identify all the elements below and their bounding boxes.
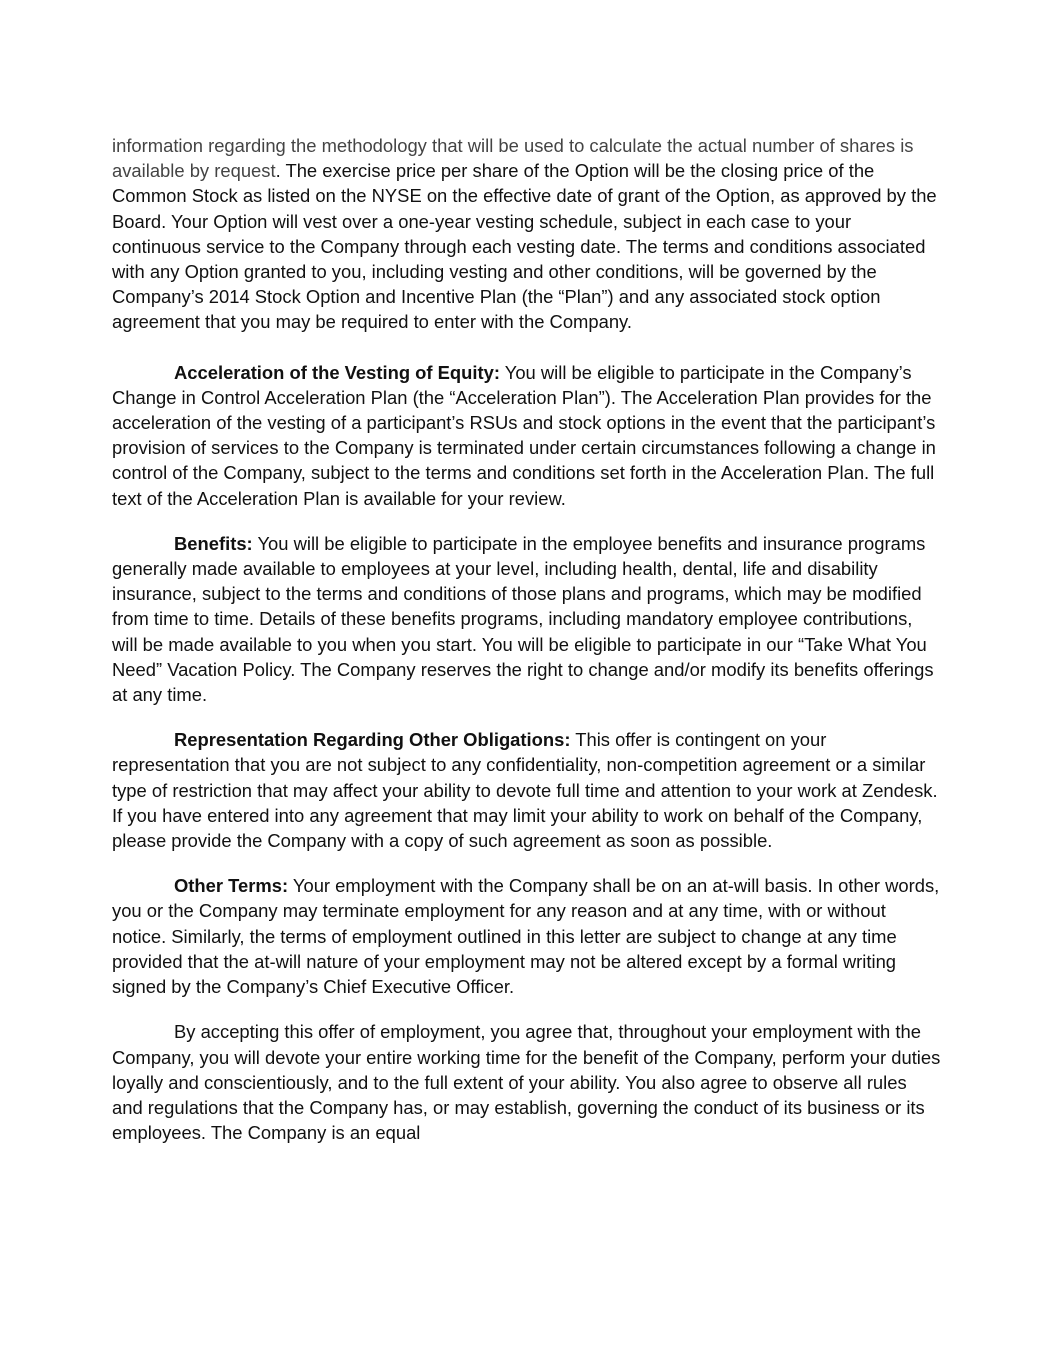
paragraph-acceptance xyxy=(112,1019,942,1145)
benefits-text: You will be eligible to participate in the employee benefits and insurance programs generally made available to employees at your level, including health, dental, life and disability insurance, subject to the terms and conditions of those plans and programs, which may be modified from time to time. Details of these benefits programs, including mandatory employee contributions, will be made available to you when you start. You will be eligible to participate in our “Take What You Need” Vacation Policy. The Company reserves the right to change and/or modify its benefits offerings at any time. xyxy=(112,532,934,706)
acceptance-text: By accepting this offer of employment, you agree that, throughout your employment with the Company, you will devote your entire working time for the benefit of the Company, perform your duties loyally and conscientiously, and to the full extent of your ability. You also agree to observe all rules and regulations that the Company has, or may establish, governing the conduct of its business or its employees. The Company is an equal xyxy=(112,1021,941,1144)
paragraph-equity-text: . The exercise price per share of the Option will be the closing price of the Common Stock as listed on the NYSE on the effective date of grant of the Option, as approved by the Board. Your Option will vest over a one-year vesting schedule, subject in each case to your continuous service to the Company through each vesting date. The terms and conditions associated with any Option granted to you, including vesting and other conditions, will be governed by the Company’s 2014 Stock Option and Incentive Plan (the “Plan”) and any associated stock option agreement that you may be required to enter with the Company. xyxy=(112,160,937,333)
representation-heading: Representation Regarding Other Obligations: xyxy=(174,729,571,751)
benefits-heading: Benefits: xyxy=(174,532,253,554)
representation-text: This offer is contingent on your representation that you are not subject to any confidentiality, non-competition agreement or a similar type of restriction that may affect your ability to devote full time and attention to your work at Zendesk. If you have entered into any agreement that may limit your ability to work on behalf of the Company, please provide the Company with a copy of such agreement as soon as possible. xyxy=(112,729,938,852)
acceleration-text: You will be eligible to participate in the Company’s Change in Control Acceleration Plan (the “Acceleration Plan”). The Acceleration Plan provides for the acceleration of the vesting of a participant’s RSUs and stock options in the event that the participant’s provision of services to the Company is terminated under certain circumstances following a change in control of the Company, subject to the terms and conditions set forth in the Acceleration Plan. The full text of the Acceleration Plan is available for your review. xyxy=(112,361,936,509)
other-terms-heading: Other Terms: xyxy=(174,875,289,897)
paragraph-acceleration xyxy=(112,360,942,511)
paragraph-equity-continued xyxy=(112,133,942,335)
paragraph-other-terms xyxy=(112,873,942,999)
letter-body xyxy=(112,133,942,1145)
other-terms-text: Your employment with the Company shall be on an at-will basis. In other words, you or the Company may terminate employment for any reason and at any time, with or without notice. Similarly, the terms of employment outlined in this letter are subject to change at any time provided that the at-will nature of your employment may not be altered except by a formal writing signed by the Company’s Chief Executive Officer. xyxy=(112,875,940,998)
acceleration-heading: Acceleration of the Vesting of Equity: xyxy=(174,361,500,383)
paragraph-representation xyxy=(112,727,942,853)
paragraph-equity-muted-lead: information regarding the methodology that will be used to calculate the actual number of shares is available by request xyxy=(112,135,914,182)
paragraph-benefits xyxy=(112,531,942,707)
